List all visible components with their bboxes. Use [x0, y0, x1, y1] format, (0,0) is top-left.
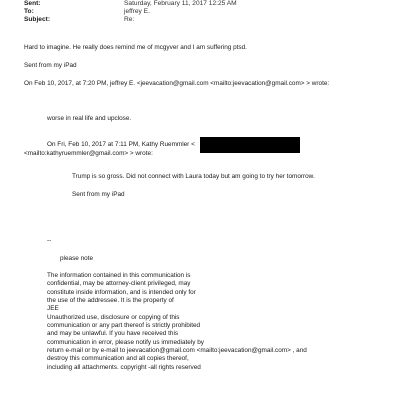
separator: --: [47, 237, 52, 244]
disclaimer-line: JEE: [47, 305, 59, 313]
subject-label: Subject:: [24, 16, 51, 23]
nested-quoted-text: Trump is so gross. Did not connect with Laura today but am going to try her tomorrow.: [72, 173, 315, 180]
disclaimer-line: return e-mail or by e-mail to jeevacation@gmail.com <mailto:jeevacation@gmail.com> , and: [47, 347, 307, 355]
please-note: please note: [60, 255, 94, 262]
disclaimer-line: and may be unlawful. If you have received this: [47, 330, 179, 338]
redaction-block: [200, 137, 300, 153]
subject-value: Re:: [124, 16, 135, 23]
disclaimer-line: communication in error, please notify us immediately by: [47, 338, 204, 346]
disclaimer-line: Unauthorized use, disclosure or copying of this: [47, 313, 180, 321]
to-label: To:: [24, 8, 34, 15]
reply-text: Hard to imagine. He really does remind me of mcgyver and I am suffering ptsd.: [24, 44, 247, 51]
disclaimer-line: including all attachments. copyright -all rights reserved: [47, 363, 201, 371]
sent-label: Sent:: [24, 0, 41, 7]
nested-quote-header: On Fri, Feb 10, 2017 at 7:11 PM, Kathy Ruemmler <: [47, 141, 195, 148]
disclaimer-block: [47, 272, 307, 372]
nested-quote-header-end: <mailto:kathyruemmler@gmail.com> > wrote:: [24, 150, 153, 157]
quoted-text: worse in real life and upclose.: [47, 115, 132, 122]
disclaimer-line: The information contained in this communication is: [47, 272, 191, 279]
disclaimer-line: destroy this communication and all copies thereof,: [47, 355, 189, 363]
sent-value: Saturday, February 11, 2017 12:25 AM: [124, 0, 237, 7]
to-value: jeffrey E.: [124, 8, 150, 15]
disclaimer-line: the use of the addressee. It is the property of: [47, 297, 174, 305]
nested-signature: Sent from my iPad: [72, 191, 125, 198]
signature: Sent from my iPad: [24, 62, 77, 69]
disclaimer-line: confidential, may be attorney-client privileged, may: [47, 280, 191, 288]
disclaimer-line: constitute inside information, and is intended only for: [47, 288, 196, 296]
disclaimer-line: communication or any part thereof is strictly prohibited: [47, 322, 201, 330]
quote-header: On Feb 10, 2017, at 7:20 PM, jeffrey E. <jeevacation@gmail.com <mailto:jeevacation@gmail.com> > wrote:: [24, 80, 330, 87]
